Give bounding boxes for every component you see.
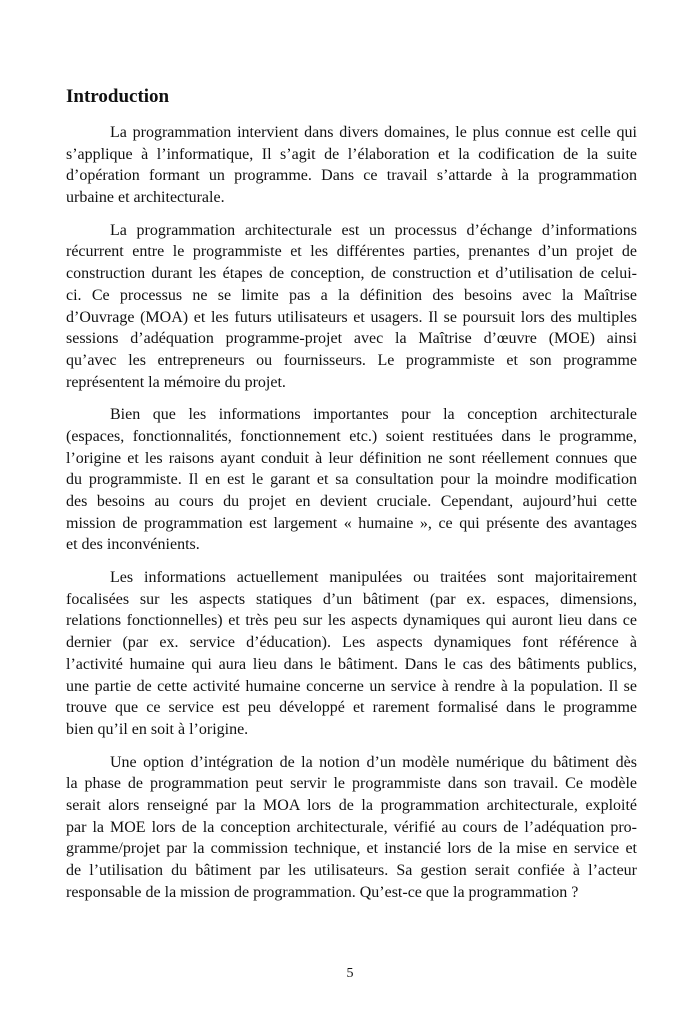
text-line: d’Ouvrage (MOA) et les futurs utilisateurs et usagers. Il se poursuit lors des multiples xyxy=(66,308,637,326)
text-line: Les informations actuellement manipulées ou traitées sont majoritairement xyxy=(110,569,637,587)
text-line: s’applique à l’informatique, Il s’agit de l’élaboration et la codification de la suite xyxy=(66,145,637,163)
text-line: dernier (par ex. service d’éducation). Les aspects dynamiques font référence à xyxy=(66,634,637,652)
text-line: urbaine et architecturale. xyxy=(66,189,225,207)
text-line: l’activité humaine qui aura lieu dans le bâtiment. Dans le cas des bâtiments publics, xyxy=(66,655,637,673)
text-line: et des inconvénients. xyxy=(66,536,200,554)
section-heading: Introduction xyxy=(66,86,170,107)
text-line: relations fonctionnelles) et très peu sur les aspects dynamiques qui auront lieu dans ce xyxy=(66,612,637,630)
text-line: l’origine et les raisons ayant conduit à leur définition ne sont réellement connues que xyxy=(66,449,637,467)
text-line: Une option d’intégration de la notion d’un modèle numérique du bâtiment dès xyxy=(110,753,637,771)
text-line: par la MOE lors de la conception architecturale, vérifié au cours de l’adéquation pro- xyxy=(66,818,637,836)
paragraph xyxy=(66,567,637,741)
document-body xyxy=(66,122,637,914)
text-line: récurrent entre le programmiste et les différentes parties, prenantes d’un projet de xyxy=(66,243,637,261)
text-line: sessions d’adéquation programme-projet avec la Maîtrise d’œuvre (MOE) ainsi xyxy=(66,330,637,348)
text-line: serait alors renseigné par la MOA lors de la programmation architecturale, exploité xyxy=(66,796,637,814)
text-line: La programmation intervient dans divers domaines, le plus connue est celle qui xyxy=(110,124,637,141)
text-line: construction durant les étapes de conception, de construction et d’utilisation de celui- xyxy=(66,265,637,283)
text-line: trouve que ce service est peu développé et rarement formalisé dans le programme xyxy=(66,699,637,717)
text-line: qu’avec les entrepreneurs ou fournisseurs. Le programmiste et son programme xyxy=(66,351,637,369)
text-line: d’opération formant un programme. Dans ce travail s’attarde à la programmation xyxy=(66,167,637,185)
text-line: du programmiste. Il en est le garant et sa consultation pour la moindre modification xyxy=(66,471,637,489)
paragraph xyxy=(66,404,637,556)
text-line: la phase de programmation peut servir le programmiste dans son travail. Ce modèle xyxy=(66,775,637,793)
text-line: une partie de cette activité humaine concerne un service à rendre à la population. Il se xyxy=(66,677,637,695)
text-line: (espaces, fonctionnalités, fonctionnement etc.) soient restituées dans le programme, xyxy=(66,427,637,445)
text-line: Bien que les informations importantes pour la conception architecturale xyxy=(110,406,637,424)
text-line: bien qu’il en soit à l’origine. xyxy=(66,720,249,738)
text-line: focalisées sur les aspects statiques d’un bâtiment (par ex. espaces, dimensions, xyxy=(66,590,637,608)
text-line: représentent la mémoire du projet. xyxy=(66,373,286,391)
paragraph xyxy=(66,752,637,904)
text-line: de l’utilisation du bâtiment par les utilisateurs. Sa gestion serait confiée à l’acteur xyxy=(66,862,637,879)
paragraph xyxy=(66,122,637,209)
text-line: des besoins au cours du projet en devient cruciale. Cependant, aujourd’hui cette xyxy=(66,493,637,510)
text-line: responsable de la mission de programmation. Qu’est-ce que la programmation ? xyxy=(66,883,579,901)
page-number: 5 xyxy=(346,966,354,981)
paragraph xyxy=(66,220,637,394)
text-line: ci. Ce processus ne se limite pas a la définition des besoins avec la Maîtrise xyxy=(66,286,637,304)
text-line: gramme/projet par la commission technique, et instancié lors de la mise en service et xyxy=(66,840,637,858)
text-line: mission de programmation est largement « humaine », ce qui présente des avantages xyxy=(66,514,637,532)
text-line: La programmation architecturale est un processus d’échange d’informations xyxy=(110,221,637,239)
